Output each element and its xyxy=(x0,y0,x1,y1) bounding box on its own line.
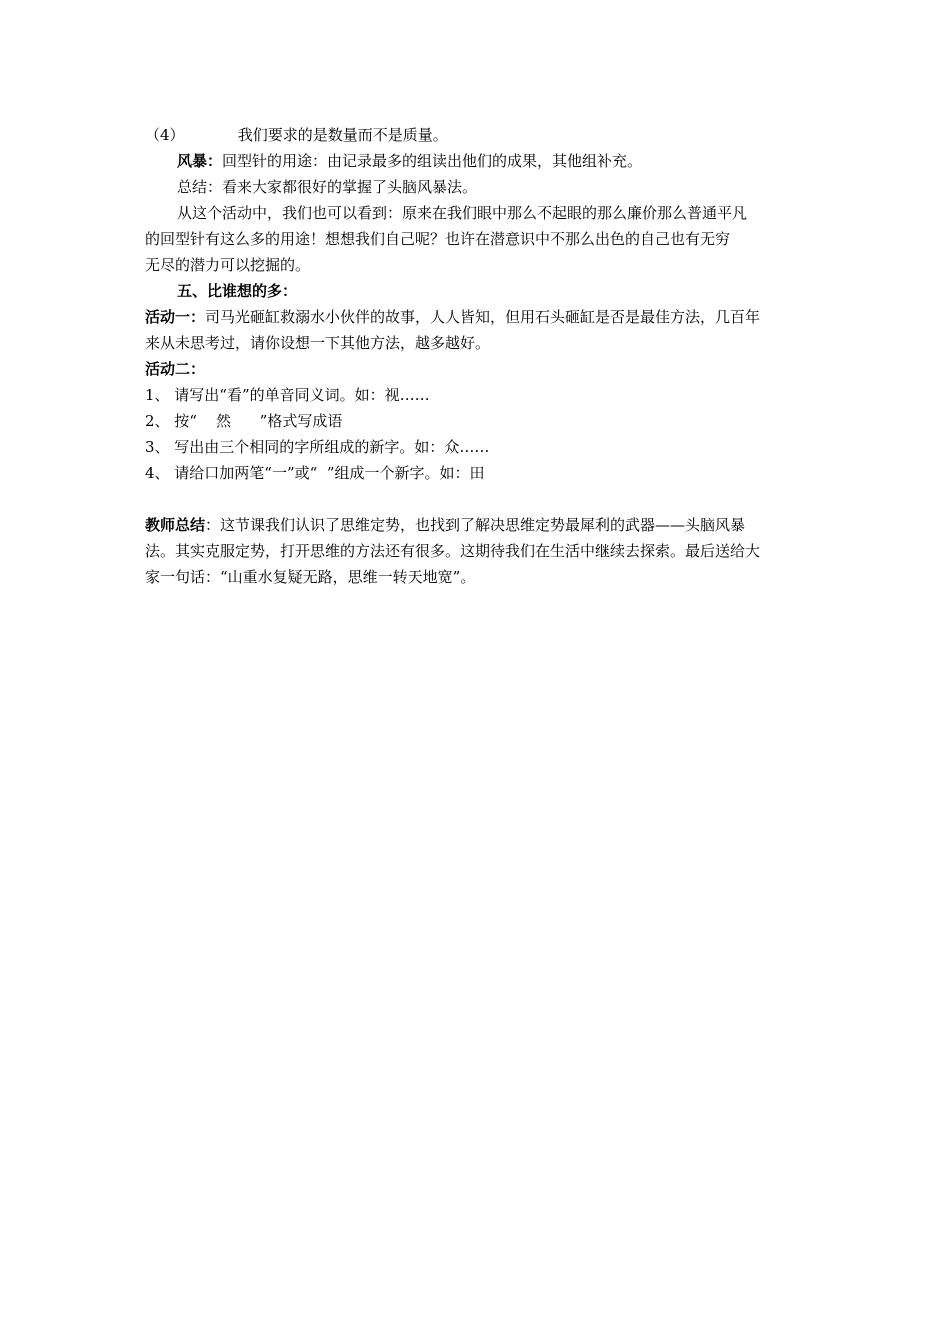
teacher-summary-text: ：这节课我们认识了思维定势，也找到了解决思维定势最犀利的武器——头脑风暴 xyxy=(205,516,746,534)
activity-one-line xyxy=(145,304,810,330)
brainstorm-text: 回型针的用途：由记录最多的组读出他们的成果，其他组补充。 xyxy=(222,152,643,170)
list-item: 4、 请给口加两笔“一”或“ ”组成一个新字。如：田 xyxy=(145,464,485,482)
paragraph-line: 从这个活动中，我们也可以看到：原来在我们眼中那么不起眼的那么廉价那么普通平凡 xyxy=(177,204,748,222)
brainstorm-label: 风暴： xyxy=(177,152,223,170)
teacher-summary-text: 法。其实克服定势，打开思维的方法还有很多。这期待我们在生活中继续去探索。最后送给大 xyxy=(145,542,761,560)
paragraph-line: 的回型针有这么多的用途！想想我们自己呢？也许在潜意识中不那么出色的自己也有无穷 xyxy=(145,230,731,248)
rule-text: 我们要求的是数量而不是质量。 xyxy=(237,126,448,144)
activity-one-label: 活动一： xyxy=(145,308,206,326)
list-item: 2、 按“ 然 ”格式写成语 xyxy=(145,412,343,430)
activity-one-text: 来从未思考过，请你设想一下其他方法，越多越好。 xyxy=(145,334,491,352)
brainstorm-line xyxy=(145,148,810,174)
paragraph-line: 无尽的潜力可以挖掘的。 xyxy=(145,256,311,274)
list-item: 1、 请写出“看”的单音同义词。如：视…… xyxy=(145,386,430,404)
teacher-summary-label: 教师总结 xyxy=(145,516,206,534)
reflection-paragraph xyxy=(145,200,810,278)
rule-line-4 xyxy=(145,122,810,148)
document-body xyxy=(145,122,810,590)
list-item: 3、 写出由三个相同的字所组成的新字。如：众…… xyxy=(145,438,490,456)
activity-two-label: 活动二： xyxy=(145,360,206,378)
section-heading: 五、比谁想的多： xyxy=(177,282,298,300)
teacher-summary-line xyxy=(145,512,810,538)
teacher-summary xyxy=(145,512,810,590)
rule-number: （4） xyxy=(145,126,185,144)
summary-line: 总结：看来大家都很好的掌握了头脑风暴法。 xyxy=(177,178,478,196)
activity-one xyxy=(145,304,810,356)
teacher-summary-text: 家一句话：“山重水复疑无路，思维一转天地宽”。 xyxy=(145,568,476,586)
activity-one-text: 司马光砸缸救溺水小伙伴的故事，人人皆知，但用石头砸缸是否是最佳方法，几百年 xyxy=(205,308,761,326)
activity-two xyxy=(145,356,810,486)
spacer xyxy=(145,486,810,512)
